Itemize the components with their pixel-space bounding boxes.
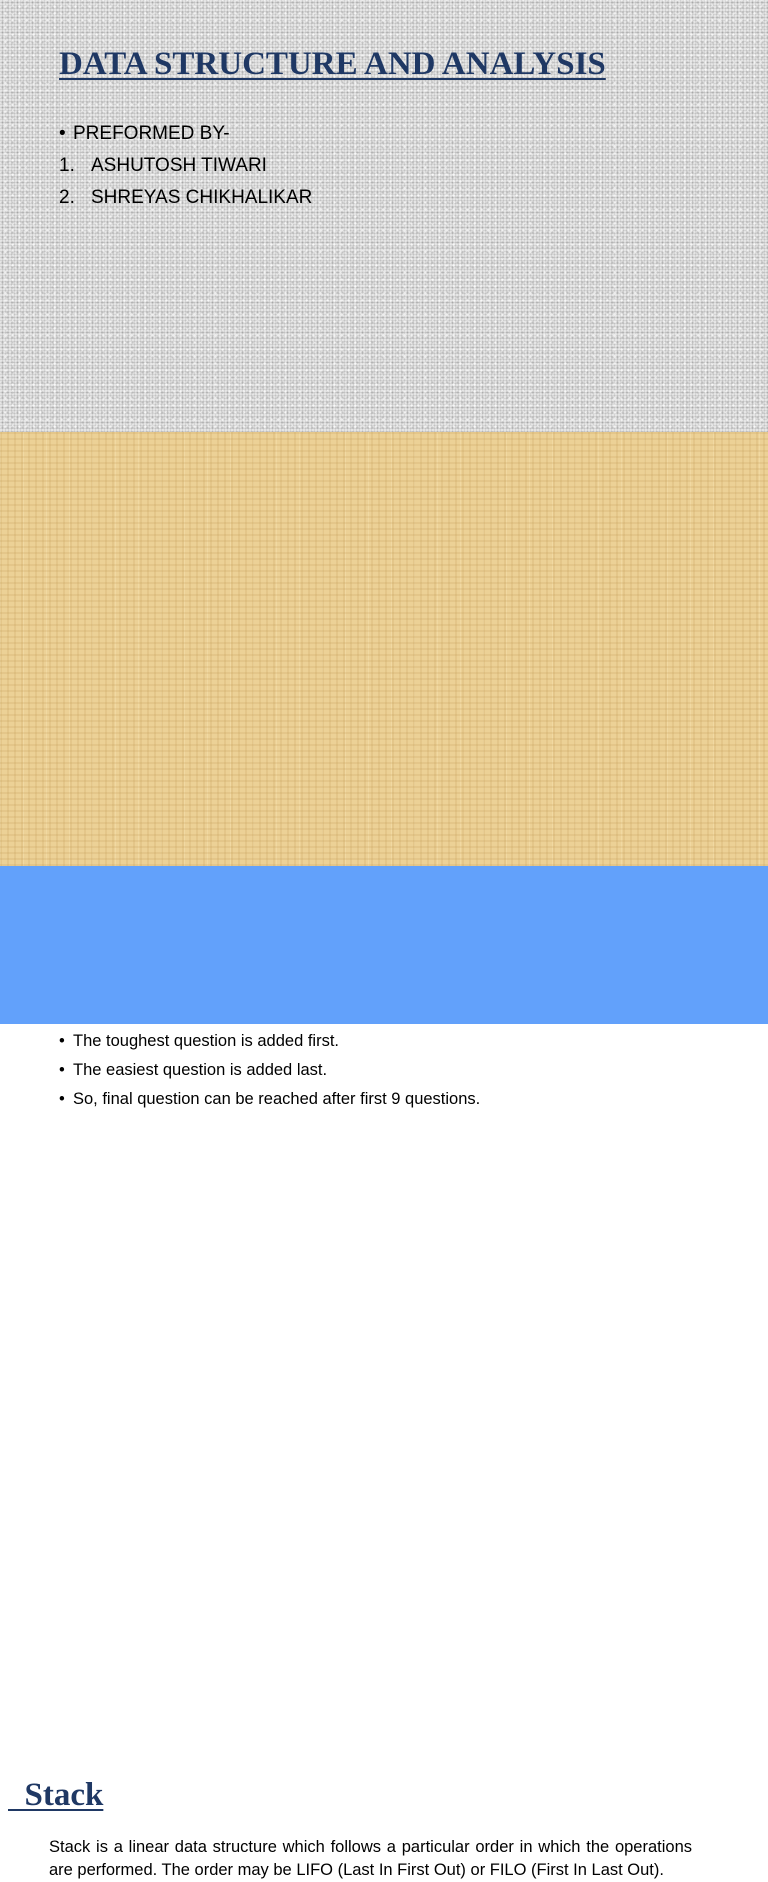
bullet-text: The toughest question is added first. xyxy=(73,1032,339,1050)
bullet-marker: • xyxy=(59,1061,65,1079)
bullet-item xyxy=(59,1031,719,1051)
members-list xyxy=(59,118,312,214)
intro-text: PREFORMED BY- xyxy=(73,123,230,144)
bullet-marker: • xyxy=(59,123,66,144)
intro-item xyxy=(59,118,312,150)
bullet-text: So, final question can be reached after first 9 questions. xyxy=(73,1090,481,1108)
bullet-marker: • xyxy=(59,1090,65,1108)
member-number: 2. xyxy=(59,187,75,208)
bullet-text: The easiest question is added last. xyxy=(73,1061,328,1079)
slide-1 xyxy=(0,0,768,432)
member-name: ASHUTOSH TIWARI xyxy=(91,155,267,176)
member-item xyxy=(59,150,312,182)
slide-1-title: DATA STRUCTURE AND ANALYSIS xyxy=(59,46,606,82)
stack-paragraph: Stack is a linear data structure which follows a particular order in which the operations are performed. The order may be LIFO (Last In First Out) or FILO (First In Last Out). xyxy=(49,1838,692,1879)
slide-3-title: Stack xyxy=(8,1777,104,1813)
slide-2 xyxy=(0,432,768,1108)
bullet-marker: • xyxy=(59,1032,65,1050)
bullet-item xyxy=(59,1089,719,1109)
member-number: 1. xyxy=(59,155,75,176)
member-name: SHREYAS CHIKHALIKAR xyxy=(91,187,313,208)
member-item xyxy=(59,182,312,214)
bullet-item xyxy=(59,1060,719,1080)
